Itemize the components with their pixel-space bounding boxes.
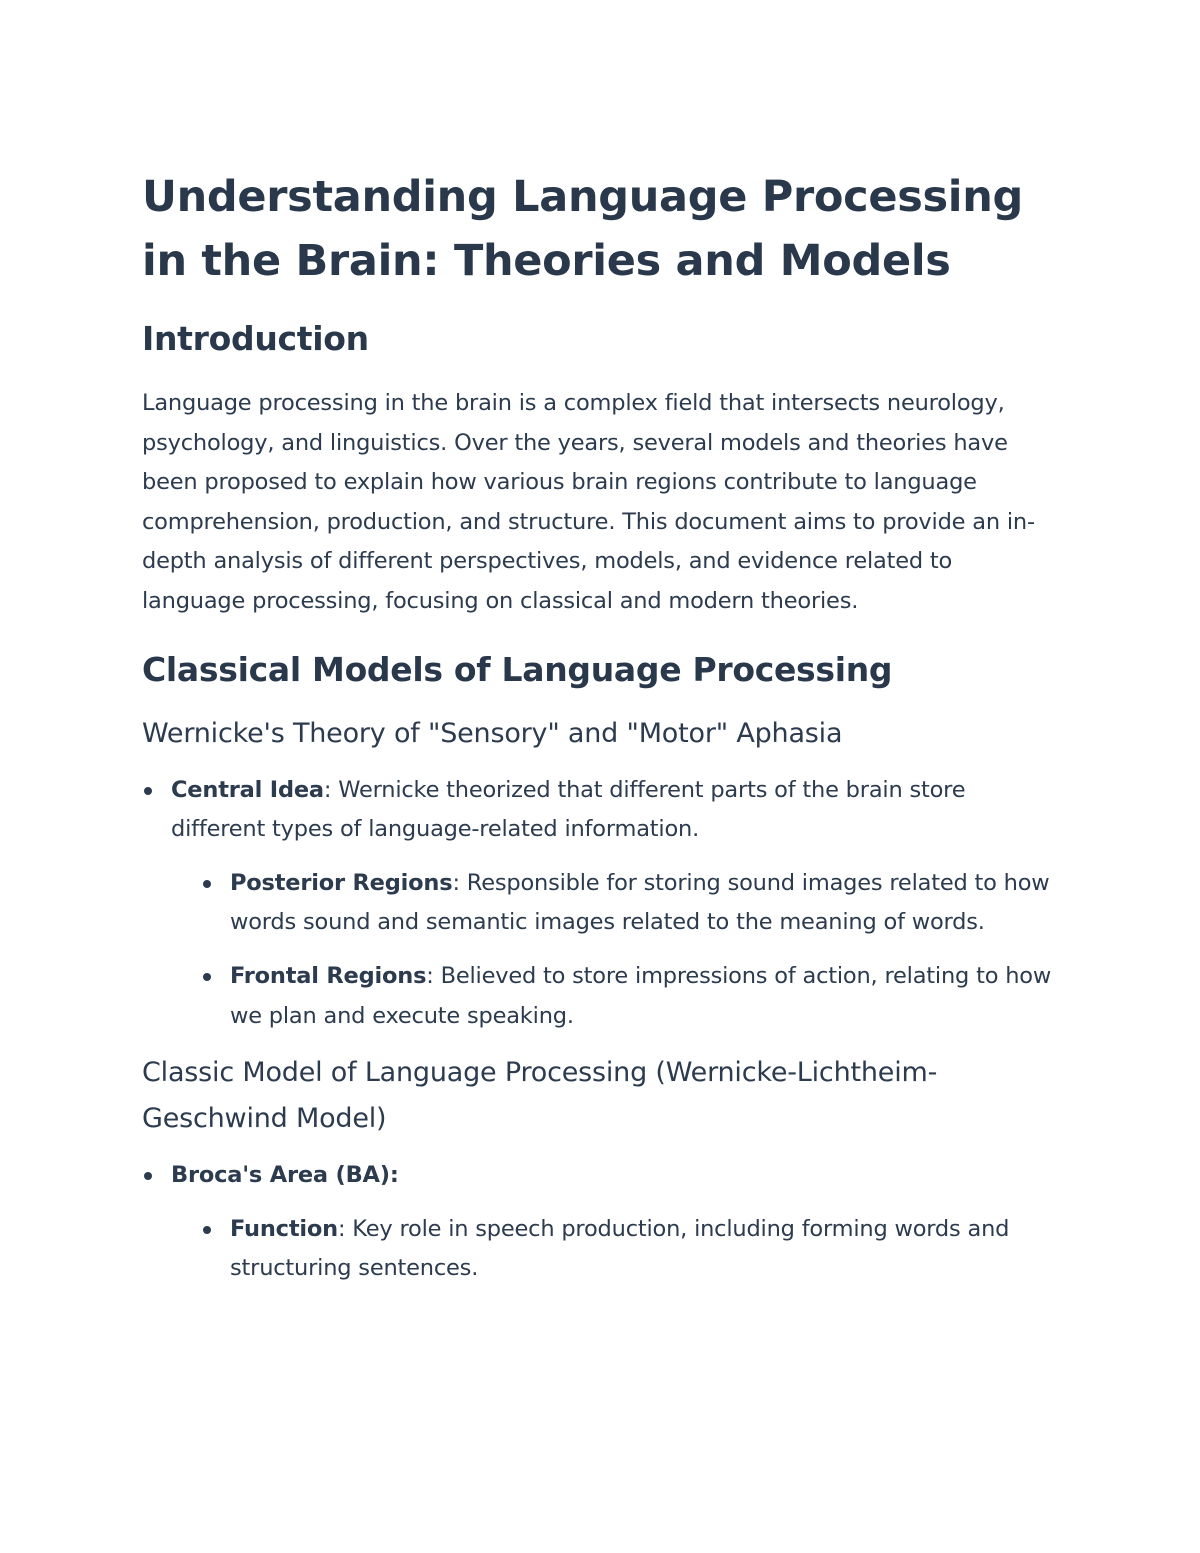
list-item-function <box>201 1210 1062 1289</box>
wernicke-theory-heading: Wernicke's Theory of "Sensory" and "Motor" Aphasia <box>142 717 843 749</box>
wernicke-bullet-list <box>142 771 1062 1037</box>
introduction-heading: Introduction <box>142 319 369 358</box>
bullet-icon <box>203 973 211 981</box>
brocas-area-sub-list <box>171 1210 1062 1289</box>
wernicke-sub-list <box>171 864 1062 1036</box>
list-item-text: : Believed to store impressions of action, relating to how we plan and execute speaking. <box>230 962 1052 1029</box>
list-item-text: : Wernicke theorized that different parts of the brain store different types of language-related information. <box>171 776 966 843</box>
bullet-icon <box>144 787 152 795</box>
list-item-central-idea <box>142 771 1062 1037</box>
bullet-icon <box>203 880 211 888</box>
bullet-icon <box>144 1172 152 1180</box>
list-item-text: : <box>389 1162 399 1189</box>
list-item-text: : Key role in speech production, including forming words and structuring sentences. <box>230 1215 1010 1282</box>
document-title: Understanding Language Processing in the Brain: Theories and Models <box>142 172 1024 286</box>
list-item-term: Frontal Regions <box>230 962 427 989</box>
list-item-term: Posterior Regions <box>230 869 453 896</box>
list-item-term: Broca's Area (BA) <box>171 1162 390 1189</box>
list-item-text: : Responsible for storing sound images related to how words sound and semantic images related to the meaning of words. <box>230 869 1050 936</box>
list-item-term: Function <box>230 1215 338 1242</box>
classic-model-heading: Classic Model of Language Processing (Wernicke-Lichtheim-Geschwind Model) <box>142 1057 938 1135</box>
list-item-frontal-regions <box>201 957 1062 1036</box>
list-item-brocas-area <box>142 1156 1062 1289</box>
introduction-paragraph: Language processing in the brain is a complex field that intersects neurology, psychology, and linguistics. Over the years, several models and theories have been proposed to explain how various brain regions contribute to language comprehension, production, and structure. This document aims to provide an in-depth analysis of different perspectives, models, and evidence related to language processing, focusing on classical and modern theories. <box>142 390 1035 614</box>
list-item-posterior-regions <box>201 864 1062 943</box>
list-item-term: Central Idea <box>171 776 324 803</box>
bullet-icon <box>203 1226 211 1234</box>
document-page <box>142 165 1062 1303</box>
classic-model-bullet-list <box>142 1156 1062 1289</box>
classical-models-heading: Classical Models of Language Processing <box>142 649 893 689</box>
